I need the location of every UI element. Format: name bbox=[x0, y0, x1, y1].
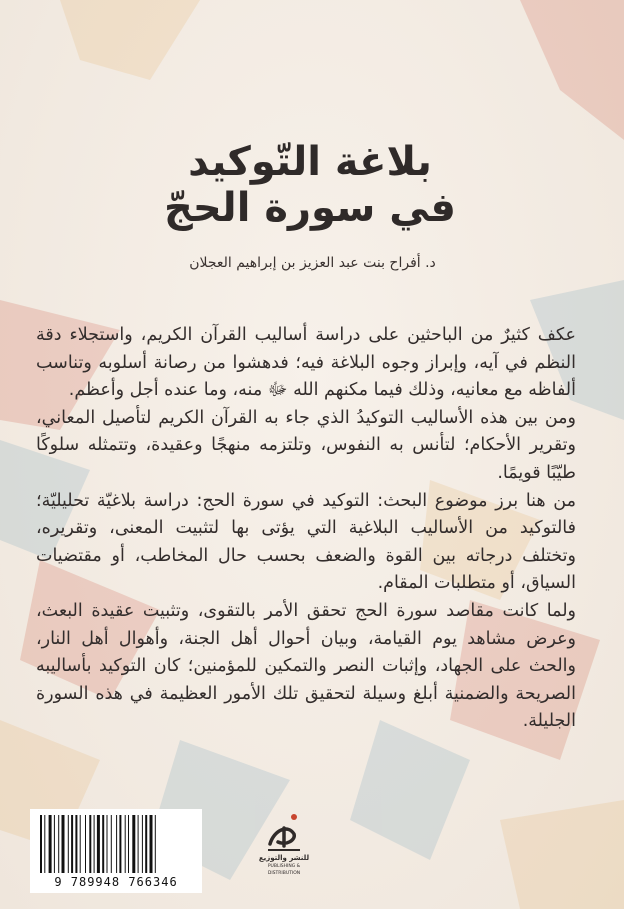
isbn-number: 9 789948 766346 bbox=[54, 875, 178, 889]
blurb-paragraph: ومن بين هذه الأساليب التوكيدُ الذي جاء به القرآن الكريم لتأصيل المعاني، وتقرير الأحكام؛ لتأنس به النفوس، وتلتزمه منهجًا وعقيدة، وتتمثله سلوكًا طيّبًا قويمًا. bbox=[36, 407, 576, 483]
barcode-bar bbox=[142, 815, 143, 873]
barcode-bar bbox=[150, 815, 153, 873]
barcode-bar bbox=[44, 815, 45, 873]
barcode-bar bbox=[89, 815, 91, 873]
barcode-bar bbox=[111, 815, 112, 873]
barcode-bar bbox=[132, 815, 135, 873]
barcode-bar bbox=[68, 815, 69, 873]
author-name: د. أفراح بنت عبد العزيز بن إبراهيم العجلان bbox=[189, 255, 436, 271]
barcode-bar bbox=[102, 815, 104, 873]
blurb-paragraph: ولما كانت مقاصد سورة الحج تحقق الأمر بالتقوى، وتثبيت عقيدة البعث، وعرض مشاهد يوم القيامة، وبيان أحوال أهل الجنة، وأهوال أهل النار، والحث على الجهاد، وإثبات النصر والتمكين للمؤمنين؛ كان التوكيد بأساليبه الصريحة والضمنية أبلغ وسيلة لتحقيق تلك الأمور العظيمة في هذه السورة الجليلة. bbox=[36, 600, 576, 732]
barcode-bar bbox=[71, 815, 73, 873]
barcode-bar bbox=[128, 815, 129, 873]
barcode-bar bbox=[94, 815, 95, 873]
barcode-bar bbox=[54, 815, 55, 873]
barcode-bar bbox=[62, 815, 65, 873]
barcode-bar bbox=[40, 815, 42, 873]
blurb-text bbox=[36, 322, 576, 736]
barcode-bar bbox=[80, 815, 81, 873]
barcode-bar bbox=[49, 815, 52, 873]
barcode-bar bbox=[145, 815, 147, 873]
barcode-bar bbox=[116, 815, 117, 873]
barcode-bar bbox=[107, 815, 108, 873]
barcode-bar bbox=[58, 815, 59, 873]
publisher-logo bbox=[258, 810, 310, 882]
barcode-bar bbox=[155, 815, 156, 873]
barcode-bars bbox=[36, 815, 196, 875]
publisher-logo-icon bbox=[264, 810, 304, 854]
book-title-line1: بلاغة التّوكيد bbox=[188, 139, 432, 185]
publisher-subtitle-ar: للنشر والتوزيع bbox=[258, 854, 310, 862]
blurb-paragraph: عكف كثيرٌ من الباحثين على دراسة أساليب القرآن الكريم، واستجلاء دقة النظم في آيه، وإبراز وجوه البلاغة فيه؛ فدهشوا من رصانة أسلوبه وتناسب ألفاظه مع معانيه، وذلك فيما مكنهم الله ﷻ منه، وما عنده أجل وأعظم. bbox=[36, 325, 576, 401]
barcode-bar bbox=[97, 815, 100, 873]
barcode-bar bbox=[138, 815, 139, 873]
barcode-bar bbox=[119, 815, 121, 873]
book-title-line2: في سورة الحجّ bbox=[164, 185, 456, 231]
barcode-bar bbox=[85, 815, 86, 873]
publisher-subtitle-en: PUBLISHING & DISTRIBUTION bbox=[267, 864, 301, 876]
isbn-barcode bbox=[30, 809, 202, 893]
barcode-bar bbox=[125, 815, 126, 873]
barcode-bar bbox=[75, 815, 77, 873]
blurb-paragraph: من هنا برز موضوع البحث: التوكيد في سورة الحج: دراسة بلاغيّة تحليليّة؛ فالتوكيد من الأساليب البلاغية التي يؤتى بها لتثبيت المعنى، وتقريره، وتختلف درجاته بين القوة والضعف بحسب حال المخاطب، أو مقتضيات السياق، أو متطلبات المقام. bbox=[36, 490, 576, 594]
